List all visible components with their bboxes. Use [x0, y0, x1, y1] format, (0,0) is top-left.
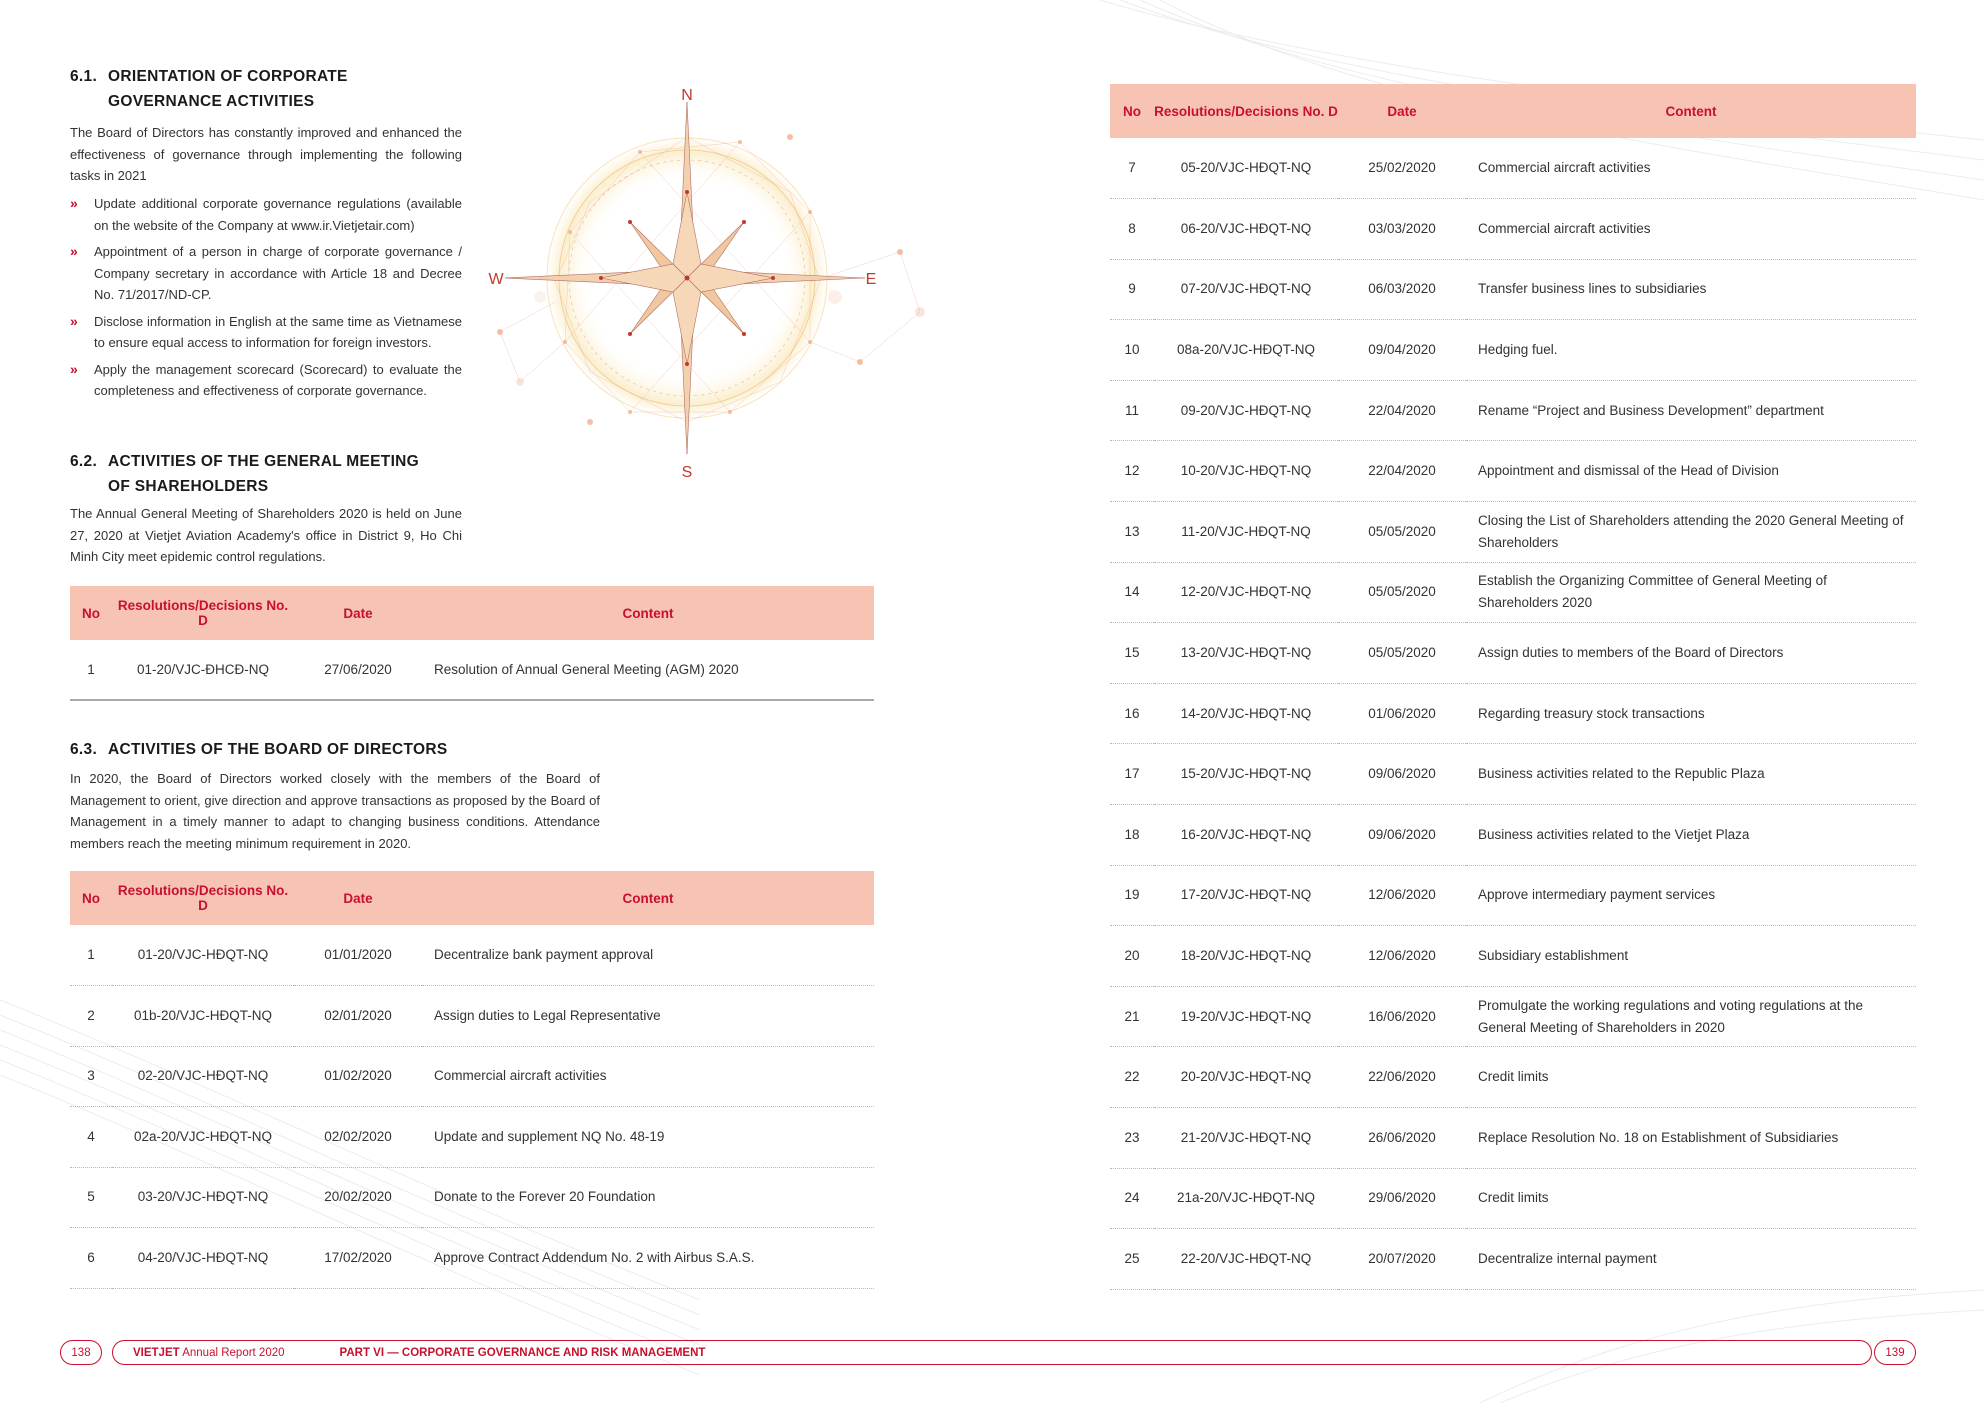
cell-resolution: 21-20/VJC-HĐQT-NQ	[1154, 1108, 1338, 1169]
cell-content: Transfer business lines to subsidiaries	[1466, 259, 1916, 320]
cell-resolution: 11-20/VJC-HĐQT-NQ	[1154, 502, 1338, 563]
cell-resolution: 02-20/VJC-HĐQT-NQ	[112, 1046, 294, 1107]
cell-content: Donate to the Forever 20 Foundation	[422, 1167, 874, 1228]
cell-no: 9	[1110, 259, 1154, 320]
cell-date: 01/01/2020	[294, 925, 422, 986]
cell-no: 8	[1110, 199, 1154, 260]
cell-resolution: 01-20/VJC-HĐQT-NQ	[112, 925, 294, 986]
section-6-1-intro: The Board of Directors has constantly improved and enhanced the effectiveness of governance through implementing the following tasks in 2021	[70, 125, 462, 183]
cell-date: 25/02/2020	[1338, 138, 1466, 199]
table-header-row	[70, 586, 874, 640]
table-row	[1110, 986, 1916, 1047]
cell-date: 22/04/2020	[1338, 380, 1466, 441]
cell-date: 20/02/2020	[294, 1167, 422, 1228]
cell-no: 20	[1110, 926, 1154, 987]
compass-illustration	[480, 82, 940, 482]
section-6-2-title-line2: OF SHAREHOLDERS	[108, 478, 269, 495]
cell-resolution: 05-20/VJC-HĐQT-NQ	[1154, 138, 1338, 199]
cell-date: 05/05/2020	[1338, 623, 1466, 684]
section-6-1-number: 6.1.	[70, 68, 98, 85]
cell-date: 17/02/2020	[294, 1228, 422, 1289]
cell-no: 23	[1110, 1108, 1154, 1169]
cell-no: 12	[1110, 441, 1154, 502]
bullet-marker: »	[70, 360, 78, 377]
cell-resolution: 03-20/VJC-HĐQT-NQ	[112, 1167, 294, 1228]
table-row	[1110, 1168, 1916, 1229]
cell-date: 29/06/2020	[1338, 1168, 1466, 1229]
table-row	[1110, 623, 1916, 684]
cell-content: Decentralize internal payment	[1466, 1229, 1916, 1290]
cell-content: Update and supplement NQ No. 48-19	[422, 1107, 874, 1168]
cell-date: 06/03/2020	[1338, 259, 1466, 320]
compass-east-label: E	[865, 271, 877, 288]
cell-content: Promulgate the working regulations and voting regulations at the General Meeting of Shareholders in 2020	[1466, 986, 1916, 1047]
table-row	[1110, 805, 1916, 866]
header-content: Content	[422, 586, 874, 640]
header-content: Content	[1466, 84, 1916, 138]
cell-date: 05/05/2020	[1338, 502, 1466, 563]
cell-date: 02/02/2020	[294, 1107, 422, 1168]
cell-no: 10	[1110, 320, 1154, 381]
cell-no: 17	[1110, 744, 1154, 805]
cell-date: 12/06/2020	[1338, 926, 1466, 987]
table-row	[1110, 380, 1916, 441]
bullet-marker: »	[70, 195, 78, 211]
table-row	[1110, 1108, 1916, 1169]
table-row	[1110, 199, 1916, 260]
cell-date: 01/02/2020	[294, 1046, 422, 1107]
cell-resolution: 15-20/VJC-HĐQT-NQ	[1154, 744, 1338, 805]
compass-north-label: N	[681, 87, 693, 104]
cell-resolution: 06-20/VJC-HĐQT-NQ	[1154, 199, 1338, 260]
table-row	[1110, 138, 1916, 199]
bullet-marker: »	[70, 243, 78, 259]
cell-date: 01/06/2020	[1338, 683, 1466, 744]
cell-no: 24	[1110, 1168, 1154, 1229]
cell-resolution: 12-20/VJC-HĐQT-NQ	[1154, 562, 1338, 623]
cell-no: 4	[70, 1107, 112, 1168]
right-page	[992, 0, 1984, 1403]
cell-no: 1	[70, 640, 112, 700]
header-date: Date	[294, 586, 422, 640]
section-6-3-number: 6.3.	[70, 741, 98, 758]
cell-no: 13	[1110, 502, 1154, 563]
cell-date: 12/06/2020	[1338, 865, 1466, 926]
compass-west-label: W	[488, 271, 504, 288]
cell-date: 27/06/2020	[294, 640, 422, 700]
cell-resolution: 14-20/VJC-HĐQT-NQ	[1154, 683, 1338, 744]
cell-no: 11	[1110, 380, 1154, 441]
section-6-1-title	[70, 64, 470, 114]
header-no: No	[70, 871, 112, 925]
section-6-2-title	[70, 449, 470, 499]
cell-no: 15	[1110, 623, 1154, 684]
bullet-item	[70, 241, 462, 306]
table-row	[1110, 320, 1916, 381]
header-no: No	[1110, 84, 1154, 138]
cell-no: 3	[70, 1046, 112, 1107]
cell-no: 1	[70, 925, 112, 986]
cell-content: Assign duties to members of the Board of Directors	[1466, 623, 1916, 684]
cell-date: 03/03/2020	[1338, 199, 1466, 260]
cell-no: 25	[1110, 1229, 1154, 1290]
header-content: Content	[422, 871, 874, 925]
cell-content: Establish the Organizing Committee of General Meeting of Shareholders 2020	[1466, 562, 1916, 623]
table-row	[70, 925, 874, 986]
bullet-text: Appointment of a person in charge of corporate governance / Company secretary in accordance with Article 18 and Decree No. 71/2017/ND-CP.	[94, 244, 462, 302]
section-6-3-intro: In 2020, the Board of Directors worked closely with the members of the Board of Management to orient, give direction and approve transactions as proposed by the Board of Management in a timely manner to adapt to changing business conditions. Attendance members reach the meeting minimum requirement in 2020.	[70, 771, 600, 851]
cell-no: 19	[1110, 865, 1154, 926]
cell-content: Rename “Project and Business Development” department	[1466, 380, 1916, 441]
bullet-item	[70, 359, 462, 402]
cell-resolution: 10-20/VJC-HĐQT-NQ	[1154, 441, 1338, 502]
cell-no: 14	[1110, 562, 1154, 623]
table-row	[1110, 562, 1916, 623]
header-resolution: Resolutions/Decisions No. D	[112, 586, 294, 640]
cell-resolution: 01b-20/VJC-HĐQT-NQ	[112, 986, 294, 1047]
table-row	[1110, 865, 1916, 926]
table-row	[1110, 502, 1916, 563]
table-row	[70, 640, 874, 700]
cell-no: 18	[1110, 805, 1154, 866]
cell-content: Subsidiary establishment	[1466, 926, 1916, 987]
cell-content: Business activities related to the Republic Plaza	[1466, 744, 1916, 805]
footer-brand-name: VIETJET	[133, 1346, 180, 1359]
table-row	[1110, 744, 1916, 805]
section-6-3-title	[70, 737, 670, 762]
compass-south-label: S	[681, 464, 693, 481]
table-row	[70, 986, 874, 1047]
cell-no: 22	[1110, 1047, 1154, 1108]
page-number-right: 139	[1874, 1340, 1916, 1365]
cell-resolution: 04-20/VJC-HĐQT-NQ	[112, 1228, 294, 1289]
header-resolution: Resolutions/Decisions No. D	[112, 871, 294, 925]
cell-date: 16/06/2020	[1338, 986, 1466, 1047]
cell-no: 5	[70, 1167, 112, 1228]
bod-resolutions-table-left	[70, 871, 874, 1289]
cell-content: Assign duties to Legal Representative	[422, 986, 874, 1047]
bullet-text: Update additional corporate governance regulations (available on the website of the Company at www.ir.Vietjetair.com)	[94, 196, 462, 233]
footer-report-title: Annual Report 2020	[182, 1346, 285, 1359]
cell-date: 22/06/2020	[1338, 1047, 1466, 1108]
table-row	[1110, 1229, 1916, 1290]
header-resolution: Resolutions/Decisions No. D	[1154, 84, 1338, 138]
cell-resolution: 13-20/VJC-HĐQT-NQ	[1154, 623, 1338, 684]
cell-content: Regarding treasury stock transactions	[1466, 683, 1916, 744]
cell-resolution: 19-20/VJC-HĐQT-NQ	[1154, 986, 1338, 1047]
cell-resolution: 22-20/VJC-HĐQT-NQ	[1154, 1229, 1338, 1290]
section-6-1-title-line1: ORIENTATION OF CORPORATE	[108, 68, 348, 85]
table-header-row	[1110, 84, 1916, 138]
cell-resolution: 20-20/VJC-HĐQT-NQ	[1154, 1047, 1338, 1108]
cell-resolution: 21a-20/VJC-HĐQT-NQ	[1154, 1168, 1338, 1229]
cell-content: Commercial aircraft activities	[422, 1046, 874, 1107]
cell-content: Hedging fuel.	[1466, 320, 1916, 381]
cell-date: 22/04/2020	[1338, 441, 1466, 502]
table-row	[70, 1228, 874, 1289]
table-row	[1110, 441, 1916, 502]
cell-resolution: 16-20/VJC-HĐQT-NQ	[1154, 805, 1338, 866]
cell-content: Credit limits	[1466, 1047, 1916, 1108]
cell-date: 09/06/2020	[1338, 805, 1466, 866]
cell-no: 21	[1110, 986, 1154, 1047]
bullet-marker: »	[70, 312, 78, 329]
footer-part-title: PART VI — CORPORATE GOVERNANCE AND RISK MANAGEMENT	[339, 1346, 706, 1359]
section-6-2-intro: The Annual General Meeting of Shareholders 2020 is held on June 27, 2020 at Vietjet Aviation Academy's office in District 9, Ho Chi Minh City meet epidemic control regulations.	[70, 506, 462, 564]
cell-content: Replace Resolution No. 18 on Establishment of Subsidiaries	[1466, 1108, 1916, 1169]
cell-resolution: 18-20/VJC-HĐQT-NQ	[1154, 926, 1338, 987]
cell-no: 7	[1110, 138, 1154, 199]
cell-date: 09/06/2020	[1338, 744, 1466, 805]
cell-content: Resolution of Annual General Meeting (AGM) 2020	[422, 640, 874, 700]
cell-date: 05/05/2020	[1338, 562, 1466, 623]
footer-brand	[133, 1347, 285, 1359]
bullet-item	[70, 193, 462, 236]
table-row	[1110, 1047, 1916, 1108]
cell-date: 09/04/2020	[1338, 320, 1466, 381]
header-date: Date	[294, 871, 422, 925]
cell-date: 02/01/2020	[294, 986, 422, 1047]
table-header-row	[70, 871, 874, 925]
cell-date: 26/06/2020	[1338, 1108, 1466, 1169]
cell-resolution: 02a-20/VJC-HĐQT-NQ	[112, 1107, 294, 1168]
cell-content: Commercial aircraft activities	[1466, 138, 1916, 199]
cell-content: Decentralize bank payment approval	[422, 925, 874, 986]
page-number-left: 138	[60, 1340, 102, 1365]
agm-resolutions-table	[70, 586, 874, 701]
cell-content: Commercial aircraft activities	[1466, 199, 1916, 260]
bullet-text: Apply the management scorecard (Scorecard) to evaluate the completeness and effectiveness of corporate governance.	[94, 361, 462, 398]
cell-date: 20/07/2020	[1338, 1229, 1466, 1290]
cell-content: Credit limits	[1466, 1168, 1916, 1229]
section-6-1-title-line2: GOVERNANCE ACTIVITIES	[108, 93, 315, 110]
cell-content: Appointment and dismissal of the Head of Division	[1466, 441, 1916, 502]
section-6-1-bullet-list	[70, 193, 462, 407]
table-row	[70, 1167, 874, 1228]
header-date: Date	[1338, 84, 1466, 138]
section-6-2-title-line1: ACTIVITIES OF THE GENERAL MEETING	[108, 453, 420, 470]
cell-resolution: 17-20/VJC-HĐQT-NQ	[1154, 865, 1338, 926]
section-6-2-number: 6.2.	[70, 453, 98, 470]
table-row	[70, 1046, 874, 1107]
bullet-text: Disclose information in English at the same time as Vietnamese to ensure equal access to information for foreign investors.	[94, 313, 462, 350]
table-row	[1110, 259, 1916, 320]
section-6-3-title-line1: ACTIVITIES OF THE BOARD OF DIRECTORS	[108, 741, 448, 758]
cell-content: Approve intermediary payment services	[1466, 865, 1916, 926]
cell-resolution: 08a-20/VJC-HĐQT-NQ	[1154, 320, 1338, 381]
cell-content: Business activities related to the Vietjet Plaza	[1466, 805, 1916, 866]
cell-resolution: 09-20/VJC-HĐQT-NQ	[1154, 380, 1338, 441]
table-row	[1110, 926, 1916, 987]
table-row	[1110, 683, 1916, 744]
cell-resolution: 07-20/VJC-HĐQT-NQ	[1154, 259, 1338, 320]
cell-no: 2	[70, 986, 112, 1047]
cell-no: 6	[70, 1228, 112, 1289]
bod-resolutions-table-right	[1110, 84, 1916, 1290]
cell-resolution: 01-20/VJC-ĐHCĐ-NQ	[112, 640, 294, 700]
cell-content: Closing the List of Shareholders attending the 2020 General Meeting of Shareholders	[1466, 502, 1916, 563]
cell-no: 16	[1110, 683, 1154, 744]
header-no: No	[70, 586, 112, 640]
bullet-item	[70, 311, 462, 354]
table-row	[70, 1107, 874, 1168]
cell-content: Approve Contract Addendum No. 2 with Airbus S.A.S.	[422, 1228, 874, 1289]
